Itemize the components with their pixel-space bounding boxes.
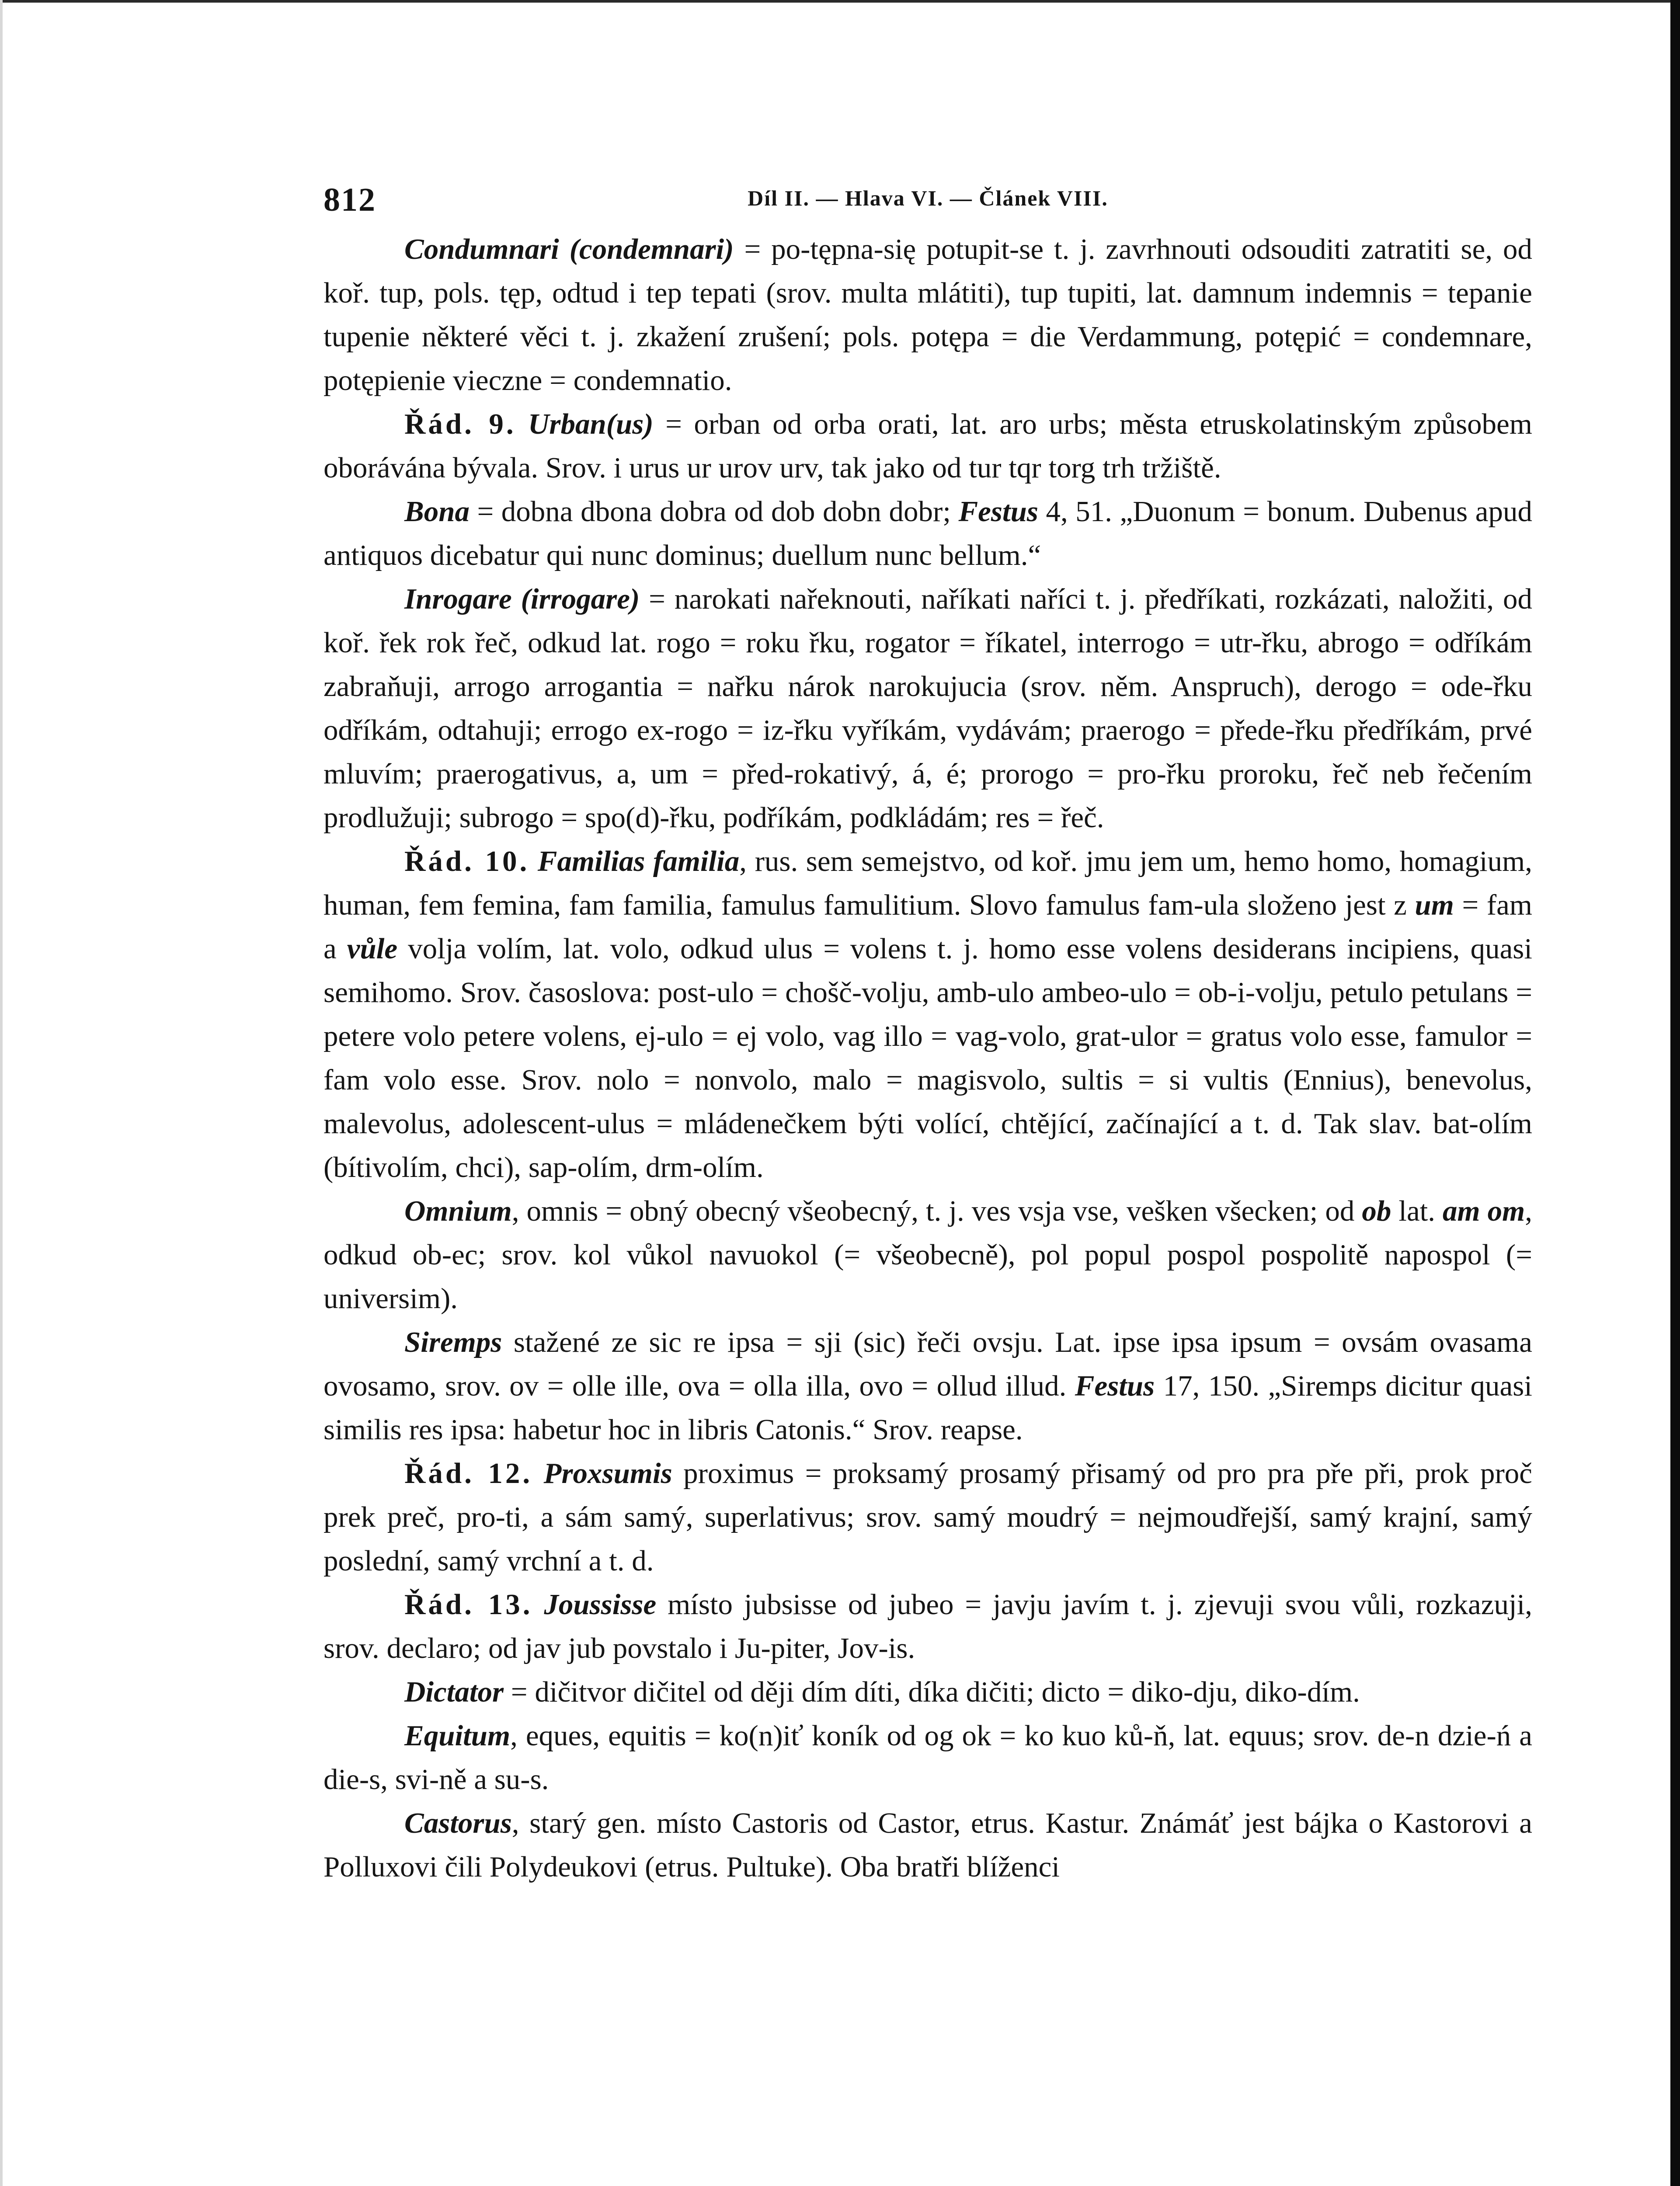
paragraph — [323, 839, 1532, 1189]
text-run: = orban od orba orati, lat. aro urbs; města etruskolatinským způsobem oborávána bývala. Srov. i urus ur urov urv, tak jako od tur tqr torg trh tržiště. — [323, 408, 1533, 484]
text-run: místo jubsisse od jubeo = javju javím t. j. zjevuji svou vůli, rozkazuji, srov. declaro; od jav jub povstalo i Ju-piter, Jov-is. — [323, 1588, 1532, 1664]
paragraph — [323, 1714, 1532, 1801]
scan-border-right — [1670, 0, 1680, 2186]
text-run — [532, 1588, 544, 1621]
headword: Siremps — [404, 1326, 502, 1358]
text-run: = po-tępna-się potupit-se t. j. zavrhnouti odsouditi zatratiti se, od koř. tup, pols. tęp, odtud i tep tepati (srov. multa mlátiti), tup tupiti, lat. damnum indemnis = tepanie tupenie některé věci t. j. zkažení zrušení; pols. potępa = die Verdammung, potępić = condemnare, potępienie vieczne = condemnatio. — [323, 233, 1532, 397]
headword: Inrogare (irrogare) — [404, 583, 640, 615]
body-text — [323, 227, 1532, 1889]
headword: Festus — [958, 495, 1038, 528]
headword: am om — [1443, 1195, 1525, 1227]
paragraph — [323, 1189, 1532, 1320]
text-run: stažené ze sic re ipsa = sji (sic) řeči ovsju. Lat. ipse ipsa ipsum = ovsám ovasama ovosamo, srov. ov = olle ille, ova = olla illa, ovo = ollud illud. — [323, 1326, 1532, 1402]
running-head — [323, 175, 1532, 227]
headword: Urban(us) — [528, 408, 654, 440]
paragraph — [323, 490, 1532, 577]
text-run: lat. — [1391, 1195, 1443, 1227]
paragraph — [323, 577, 1532, 839]
text-run: volja volím, lat. volo, odkud ulus = volens t. j. homo esse volens desiderans incipiens, quasi semihomo. Srov. časoslova: post-ulo = chošč-volju, amb-ulo ambeo-ulo = ob-i-volju, petulo petulans = petere volo petere volens, ej-ulo = ej volo, vag illo = vag-volo, grat-ulor = gratus volo esse, famulor = fam volo esse. Srov. nolo = nonvolo, malo = magisvolo, sultis = si vultis (Ennius), benevolus, malevolus, adolescent-ulus = mládenečkem býti volící, chtějící, začínající a t. d. Tak slav. bat-olím (bítivolím, chci), sap-olím, drm-olím. — [323, 933, 1532, 1184]
line-reference: Řád. 12. — [404, 1457, 533, 1490]
paragraph — [323, 1583, 1532, 1670]
text-run — [532, 1457, 543, 1490]
headword: Equitum — [404, 1720, 511, 1752]
text-run: , rus. sem semejstvo, od koř. jmu jem um, hemo homo, homagium, human, fem femina, fam familia, famulus famulitium. Slovo famulus fam-ula složeno jest z — [323, 845, 1533, 921]
paragraph — [323, 227, 1532, 402]
paragraph — [323, 402, 1532, 490]
page-number: 812 — [323, 181, 376, 218]
headword: Dictator — [404, 1676, 504, 1708]
line-reference: Řád. 13. — [404, 1588, 533, 1621]
headword: Bona — [404, 495, 470, 528]
paragraph — [323, 1320, 1532, 1452]
paragraph — [323, 1452, 1532, 1583]
headword: Joussisse — [544, 1588, 657, 1621]
text-run — [529, 845, 538, 877]
line-reference: Řád. 9. — [404, 408, 516, 440]
text-run: = narokati nařeknouti, naříkati naříci t. j. předříkati, rozkázati, naložiti, od koř. řek rok řeč, odkud lat. rogo = roku řku, rogator = říkatel, interrogo = utr-řku, abrogo = odříkám zabraňuji, arrogo arrogantia = nařku nárok narokujucia (srov. něm. Anspruch), derogo = ode-řku odříkám, odtahuji; errogo ex-rogo = iz-řku vyříkám, vydávám; praerogo = přede-řku předříkám, prvé mluvím; praerogativus, a, um = před-rokativý, á, é; prorogo = pro-řku proroku, řeč neb řečením prodlužuji; subrogo = spo(d)-řku, podříkám, podkládám; res = řeč. — [323, 583, 1532, 834]
headword: Proxsumis — [543, 1457, 672, 1490]
headword: Condumnari (condemnari) — [404, 233, 734, 265]
line-reference: Řád. 10. — [404, 845, 530, 877]
text-run — [516, 408, 528, 440]
book-page — [323, 175, 1532, 1889]
paragraph — [323, 1670, 1532, 1714]
text-run: 4, 51. „Duonum = bonum. Dubenus apud antiquos dicebatur qui nunc dominus; duellum nunc bellum.“ — [323, 495, 1532, 571]
text-run: = dičitvor dičitel od ději dím díti, díka dičiti; dicto = diko-dju, diko-dím. — [504, 1676, 1360, 1708]
text-run: proximus = proksamý prosamý přisamý od pro pra pře při, prok proč prek preč, pro-ti, a sám samý, superlativus; srov. samý moudrý = nejmoudřejší, samý krajní, samý poslední, samý vrchní a t. d. — [323, 1457, 1532, 1577]
headword: Festus — [1075, 1370, 1155, 1402]
text-run: , eques, equitis = ko(n)iť koník od og ok = ko kuo ků-ň, lat. equus; srov. de-n dzie-ń a die-s, svi-ně a su-s. — [323, 1720, 1532, 1796]
headword: Omnium — [404, 1195, 512, 1227]
paragraph — [323, 1801, 1532, 1889]
headword: vůle — [347, 933, 398, 965]
text-run: 17, 150. „Siremps dicitur quasi similis res ipsa: habetur hoc in libris Catonis.“ Srov. reapse. — [323, 1370, 1532, 1446]
text-run: = fam a — [323, 889, 1532, 965]
text-run: , omnis = obný obecný všeobecný, t. j. ves vsja vse, vešken všecken; od — [511, 1195, 1362, 1227]
headword: Castorus — [404, 1807, 512, 1839]
text-run: , starý gen. místo Castoris od Castor, etrus. Kastur. Známáť jest bájka o Kastorovi a Polluxovi čili Polydeukovi (etrus. Pultuke). Oba bratři blíženci — [323, 1807, 1532, 1883]
scan-border-left — [0, 0, 3, 2186]
running-title: Díl II. — Hlava VI. — Článek VIII. — [748, 186, 1108, 210]
headword: Familias familia — [537, 845, 740, 877]
headword: um — [1415, 889, 1454, 921]
headword: ob — [1362, 1195, 1391, 1227]
scan-border-top — [0, 0, 1680, 3]
text-run: = dobna dbona dobra od dob dobn dobr; — [469, 495, 959, 528]
text-run: , odkud ob-ec; srov. kol vůkol navuokol (= všeobecně), pol popul pospol pospolitě napospol (= universim). — [323, 1195, 1532, 1315]
